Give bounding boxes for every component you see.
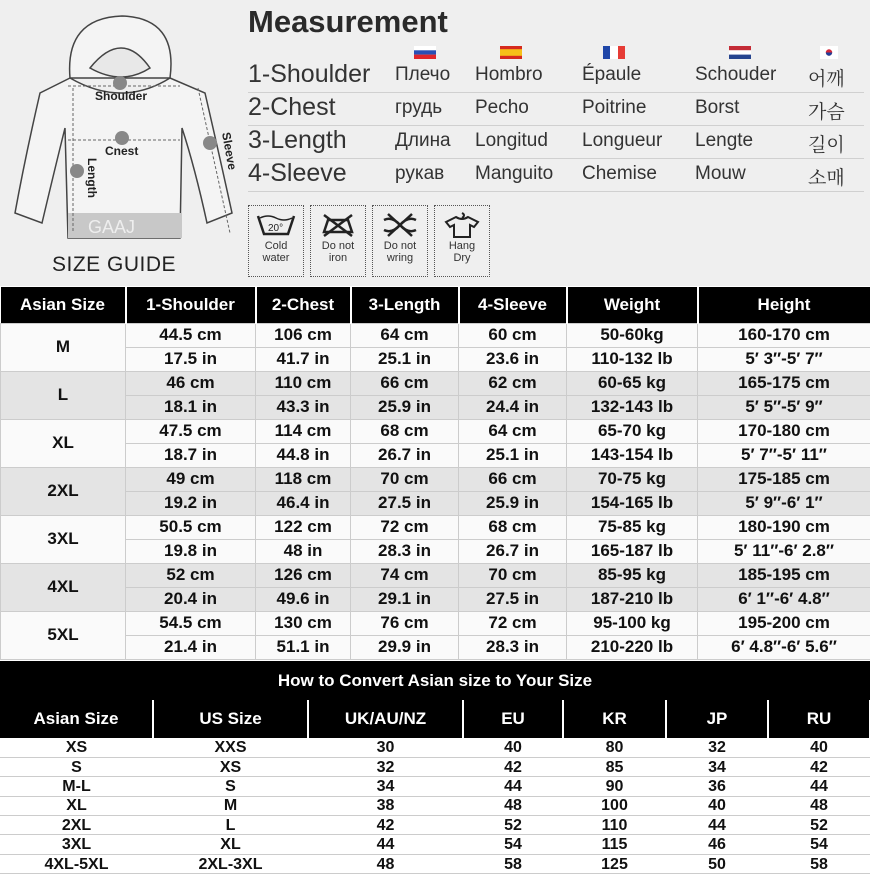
value-cell: 44 [308, 835, 463, 854]
spain-flag-icon [500, 46, 522, 59]
value-cell: 5′ 9″-6′ 1″ [698, 491, 870, 515]
value-cell: 130 cm [256, 611, 351, 635]
value-cell: 47.5 cm [126, 419, 256, 443]
value-cell: 44 [463, 777, 563, 796]
value-cell: 25.1 in [459, 443, 567, 467]
column-header: 1-Shoulder [126, 287, 256, 323]
value-cell: 64 cm [459, 419, 567, 443]
value-cell: 125 [563, 854, 666, 873]
size-cell: 3XL [1, 515, 126, 563]
value-cell: 19.8 in [126, 539, 256, 563]
measurement-row [248, 93, 864, 126]
term-spanish: Longitud [475, 130, 548, 151]
value-cell: 38 [308, 796, 463, 815]
care-no-wring [372, 205, 428, 277]
term-english: 1-Shoulder [248, 60, 371, 88]
value-cell: 26.7 in [351, 443, 459, 467]
column-header: 3-Length [351, 287, 459, 323]
size-cell: 4XL [1, 563, 126, 611]
column-header: 2-Chest [256, 287, 351, 323]
value-cell: 165-175 cm [698, 371, 870, 395]
column-header: US Size [153, 700, 308, 738]
value-cell: 165-187 lb [567, 539, 698, 563]
value-cell: 48 [463, 796, 563, 815]
value-cell: 58 [463, 854, 563, 873]
table-row [0, 816, 870, 835]
value-cell: 154-165 lb [567, 491, 698, 515]
size-cell: M [1, 323, 126, 371]
value-cell: 76 cm [351, 611, 459, 635]
value-cell: 114 cm [256, 419, 351, 443]
table-row-cm [1, 371, 870, 395]
svg-text:GAAJ: GAAJ [88, 217, 136, 237]
russia-flag-icon [414, 46, 436, 59]
care-wash-20 [248, 205, 304, 277]
column-header: EU [463, 700, 563, 738]
hoodie-diagram-icon [10, 8, 240, 248]
measurement-title: Measurement [248, 4, 448, 39]
value-cell: 44.8 in [256, 443, 351, 467]
value-cell: 6′ 4.8″-6′ 5.6″ [698, 635, 870, 659]
value-cell: 18.7 in [126, 443, 256, 467]
column-header: Weight [567, 287, 698, 323]
value-cell: XS [0, 738, 153, 757]
value-cell: 143-154 lb [567, 443, 698, 467]
value-cell: 68 cm [351, 419, 459, 443]
term-english: 3-Length [248, 126, 347, 154]
value-cell: 48 in [256, 539, 351, 563]
value-cell: 160-170 cm [698, 323, 870, 347]
table-row [0, 796, 870, 815]
care-label-line1: Hang [448, 240, 476, 252]
value-cell: 64 cm [351, 323, 459, 347]
care-label-line2: wring [386, 252, 414, 264]
value-cell: 195-200 cm [698, 611, 870, 635]
value-cell: 132-143 lb [567, 395, 698, 419]
care-label-line2: water [262, 252, 290, 264]
term-dutch: Borst [695, 97, 740, 118]
value-cell: 48 [308, 854, 463, 873]
term-spanish: Manguito [475, 163, 554, 184]
korea-flag-icon [820, 46, 838, 59]
value-cell: 90 [563, 777, 666, 796]
value-cell: 23.6 in [459, 347, 567, 371]
value-cell: M-L [0, 777, 153, 796]
value-cell: 50-60kg [567, 323, 698, 347]
value-cell: 110 cm [256, 371, 351, 395]
value-cell: 28.3 in [351, 539, 459, 563]
column-header: KR [563, 700, 666, 738]
table-row [0, 738, 870, 757]
value-cell: M [153, 796, 308, 815]
value-cell: 210-220 lb [567, 635, 698, 659]
measurement-row [248, 159, 864, 192]
value-cell: 41.7 in [256, 347, 351, 371]
table-row-cm [1, 515, 870, 539]
table-row [0, 835, 870, 854]
table-row-in [1, 587, 870, 611]
table-row-in [1, 491, 870, 515]
term-korean: 길이 [808, 135, 845, 156]
measurement-row [248, 60, 864, 93]
table-row-cm [1, 611, 870, 635]
term-english: 4-Sleeve [248, 159, 347, 187]
value-cell: 54 [463, 835, 563, 854]
hang-dry-icon [435, 212, 489, 238]
value-cell: 51.1 in [256, 635, 351, 659]
value-cell: 21.4 in [126, 635, 256, 659]
value-cell: XXS [153, 738, 308, 757]
care-label-line1: Do not [383, 240, 417, 252]
france-flag-icon [603, 46, 625, 59]
value-cell: 4XL-5XL [0, 854, 153, 873]
term-english: 2-Chest [248, 93, 336, 121]
value-cell: 50 [666, 854, 768, 873]
value-cell: 52 [463, 816, 563, 835]
value-cell: 85-95 kg [567, 563, 698, 587]
value-cell: 5′ 11″-6′ 2.8″ [698, 539, 870, 563]
svg-text:Sleeve: Sleeve [219, 131, 240, 171]
term-dutch: Lengte [695, 130, 754, 151]
value-cell: 72 cm [351, 515, 459, 539]
value-cell: 70 cm [459, 563, 567, 587]
value-cell: 42 [463, 757, 563, 776]
value-cell: 44 [666, 816, 768, 835]
value-cell: 26.7 in [459, 539, 567, 563]
value-cell: 32 [308, 757, 463, 776]
value-cell: 70-75 kg [567, 467, 698, 491]
svg-text:Shoulder: Shoulder [95, 89, 148, 103]
size-cell: 5XL [1, 611, 126, 659]
table-row-in [1, 539, 870, 563]
table-row-in [1, 443, 870, 467]
size-measurement-table [0, 287, 870, 660]
size-cell: XL [1, 419, 126, 467]
column-header: 4-Sleeve [459, 287, 567, 323]
column-header: Asian Size [1, 287, 126, 323]
term-russian: Плечо [395, 64, 451, 85]
value-cell: 75-85 kg [567, 515, 698, 539]
value-cell: 95-100 kg [567, 611, 698, 635]
value-cell: 25.1 in [351, 347, 459, 371]
value-cell: XS [153, 757, 308, 776]
value-cell: 43.3 in [256, 395, 351, 419]
value-cell: 74 cm [351, 563, 459, 587]
table-row-in [1, 635, 870, 659]
value-cell: 62 cm [459, 371, 567, 395]
term-spanish: Pecho [475, 97, 529, 118]
value-cell: 42 [308, 816, 463, 835]
value-cell: 48 [768, 796, 870, 815]
value-cell: 29.1 in [351, 587, 459, 611]
no-iron-icon [311, 212, 365, 238]
value-cell: 24.4 in [459, 395, 567, 419]
value-cell: 5′ 5″-5′ 9″ [698, 395, 870, 419]
value-cell: 175-185 cm [698, 467, 870, 491]
value-cell: S [153, 777, 308, 796]
value-cell: 28.3 in [459, 635, 567, 659]
value-cell: 115 [563, 835, 666, 854]
value-cell: 80 [563, 738, 666, 757]
care-hang-dry [434, 205, 490, 277]
value-cell: 70 cm [351, 467, 459, 491]
term-korean: 가슴 [808, 102, 845, 123]
value-cell: 49.6 in [256, 587, 351, 611]
value-cell: 46 [666, 835, 768, 854]
value-cell: 110 [563, 816, 666, 835]
value-cell: 106 cm [256, 323, 351, 347]
value-cell: 66 cm [351, 371, 459, 395]
table-row [0, 757, 870, 776]
value-cell: 3XL [0, 835, 153, 854]
value-cell: 49 cm [126, 467, 256, 491]
value-cell: S [0, 757, 153, 776]
value-cell: 60-65 kg [567, 371, 698, 395]
value-cell: 20.4 in [126, 587, 256, 611]
svg-text:20°: 20° [268, 223, 284, 234]
value-cell: 40 [666, 796, 768, 815]
value-cell: 5′ 3″-5′ 7″ [698, 347, 870, 371]
value-cell: 5′ 7″-5′ 11″ [698, 443, 870, 467]
convert-title: How to Convert Asian size to Your Size [0, 660, 870, 700]
value-cell: 30 [308, 738, 463, 757]
size-guide-label: SIZE GUIDE [52, 253, 177, 276]
value-cell: 27.5 in [459, 587, 567, 611]
table-row [0, 854, 870, 873]
value-cell: 46 cm [126, 371, 256, 395]
measurement-row [248, 126, 864, 159]
column-header: UK/AU/NZ [308, 700, 463, 738]
value-cell: 68 cm [459, 515, 567, 539]
table-row-cm [1, 323, 870, 347]
size-guide-header [0, 0, 870, 286]
value-cell: 25.9 in [459, 491, 567, 515]
value-cell: 122 cm [256, 515, 351, 539]
value-cell: 40 [463, 738, 563, 757]
term-french: Poitrine [582, 97, 647, 118]
value-cell: 19.2 in [126, 491, 256, 515]
value-cell: L [153, 816, 308, 835]
value-cell: 185-195 cm [698, 563, 870, 587]
value-cell: XL [0, 796, 153, 815]
care-label-line2: iron [328, 252, 348, 264]
value-cell: 44.5 cm [126, 323, 256, 347]
term-spanish: Hombro [475, 64, 543, 85]
no-wring-icon [373, 212, 427, 238]
value-cell: 60 cm [459, 323, 567, 347]
care-label-line1: Do not [321, 240, 355, 252]
value-cell: 2XL [0, 816, 153, 835]
value-cell: 52 cm [126, 563, 256, 587]
table-row-in [1, 347, 870, 371]
care-label-line2: Dry [453, 252, 471, 264]
value-cell: 85 [563, 757, 666, 776]
term-french: Longueur [582, 130, 663, 151]
term-korean: 소매 [808, 168, 845, 189]
svg-text:Length: Length [85, 158, 99, 198]
value-cell: 126 cm [256, 563, 351, 587]
value-cell: 34 [666, 757, 768, 776]
value-cell: 50.5 cm [126, 515, 256, 539]
table-row [0, 777, 870, 796]
value-cell: 118 cm [256, 467, 351, 491]
table-row-cm [1, 563, 870, 587]
value-cell: 25.9 in [351, 395, 459, 419]
care-label-line1: Cold [264, 240, 288, 252]
care-no-iron [310, 205, 366, 277]
size-cell: 2XL [1, 467, 126, 515]
value-cell: 100 [563, 796, 666, 815]
size-cell: L [1, 371, 126, 419]
term-korean: 어깨 [808, 69, 845, 90]
value-cell: 42 [768, 757, 870, 776]
value-cell: 44 [768, 777, 870, 796]
value-cell: 58 [768, 854, 870, 873]
table-row-in [1, 395, 870, 419]
value-cell: 2XL-3XL [153, 854, 308, 873]
value-cell: 29.9 in [351, 635, 459, 659]
column-header: RU [768, 700, 870, 738]
value-cell: 34 [308, 777, 463, 796]
value-cell: 32 [666, 738, 768, 757]
svg-text:Cnest: Cnest [105, 144, 139, 158]
term-russian: рукав [395, 163, 445, 184]
value-cell: 54.5 cm [126, 611, 256, 635]
value-cell: 110-132 lb [567, 347, 698, 371]
term-russian: грудь [395, 97, 443, 118]
value-cell: 66 cm [459, 467, 567, 491]
value-cell: 18.1 in [126, 395, 256, 419]
value-cell: XL [153, 835, 308, 854]
term-dutch: Mouw [695, 163, 746, 184]
value-cell: 27.5 in [351, 491, 459, 515]
value-cell: 72 cm [459, 611, 567, 635]
value-cell: 170-180 cm [698, 419, 870, 443]
term-french: Épaule [582, 64, 642, 85]
term-russian: Длина [395, 130, 451, 151]
value-cell: 17.5 in [126, 347, 256, 371]
value-cell: 6′ 1″-6′ 4.8″ [698, 587, 870, 611]
term-french: Chemise [582, 163, 657, 184]
value-cell: 36 [666, 777, 768, 796]
value-cell: 54 [768, 835, 870, 854]
value-cell: 187-210 lb [567, 587, 698, 611]
value-cell: 180-190 cm [698, 515, 870, 539]
value-cell: 52 [768, 816, 870, 835]
column-header: Height [698, 287, 870, 323]
wash-20-icon [249, 212, 303, 238]
table-row-cm [1, 419, 870, 443]
table-row-cm [1, 467, 870, 491]
value-cell: 46.4 in [256, 491, 351, 515]
term-dutch: Schouder [695, 64, 777, 85]
column-header: Asian Size [0, 700, 153, 738]
value-cell: 40 [768, 738, 870, 757]
netherlands-flag-icon [729, 46, 751, 59]
size-conversion-table [0, 700, 870, 874]
column-header: JP [666, 700, 768, 738]
value-cell: 65-70 kg [567, 419, 698, 443]
